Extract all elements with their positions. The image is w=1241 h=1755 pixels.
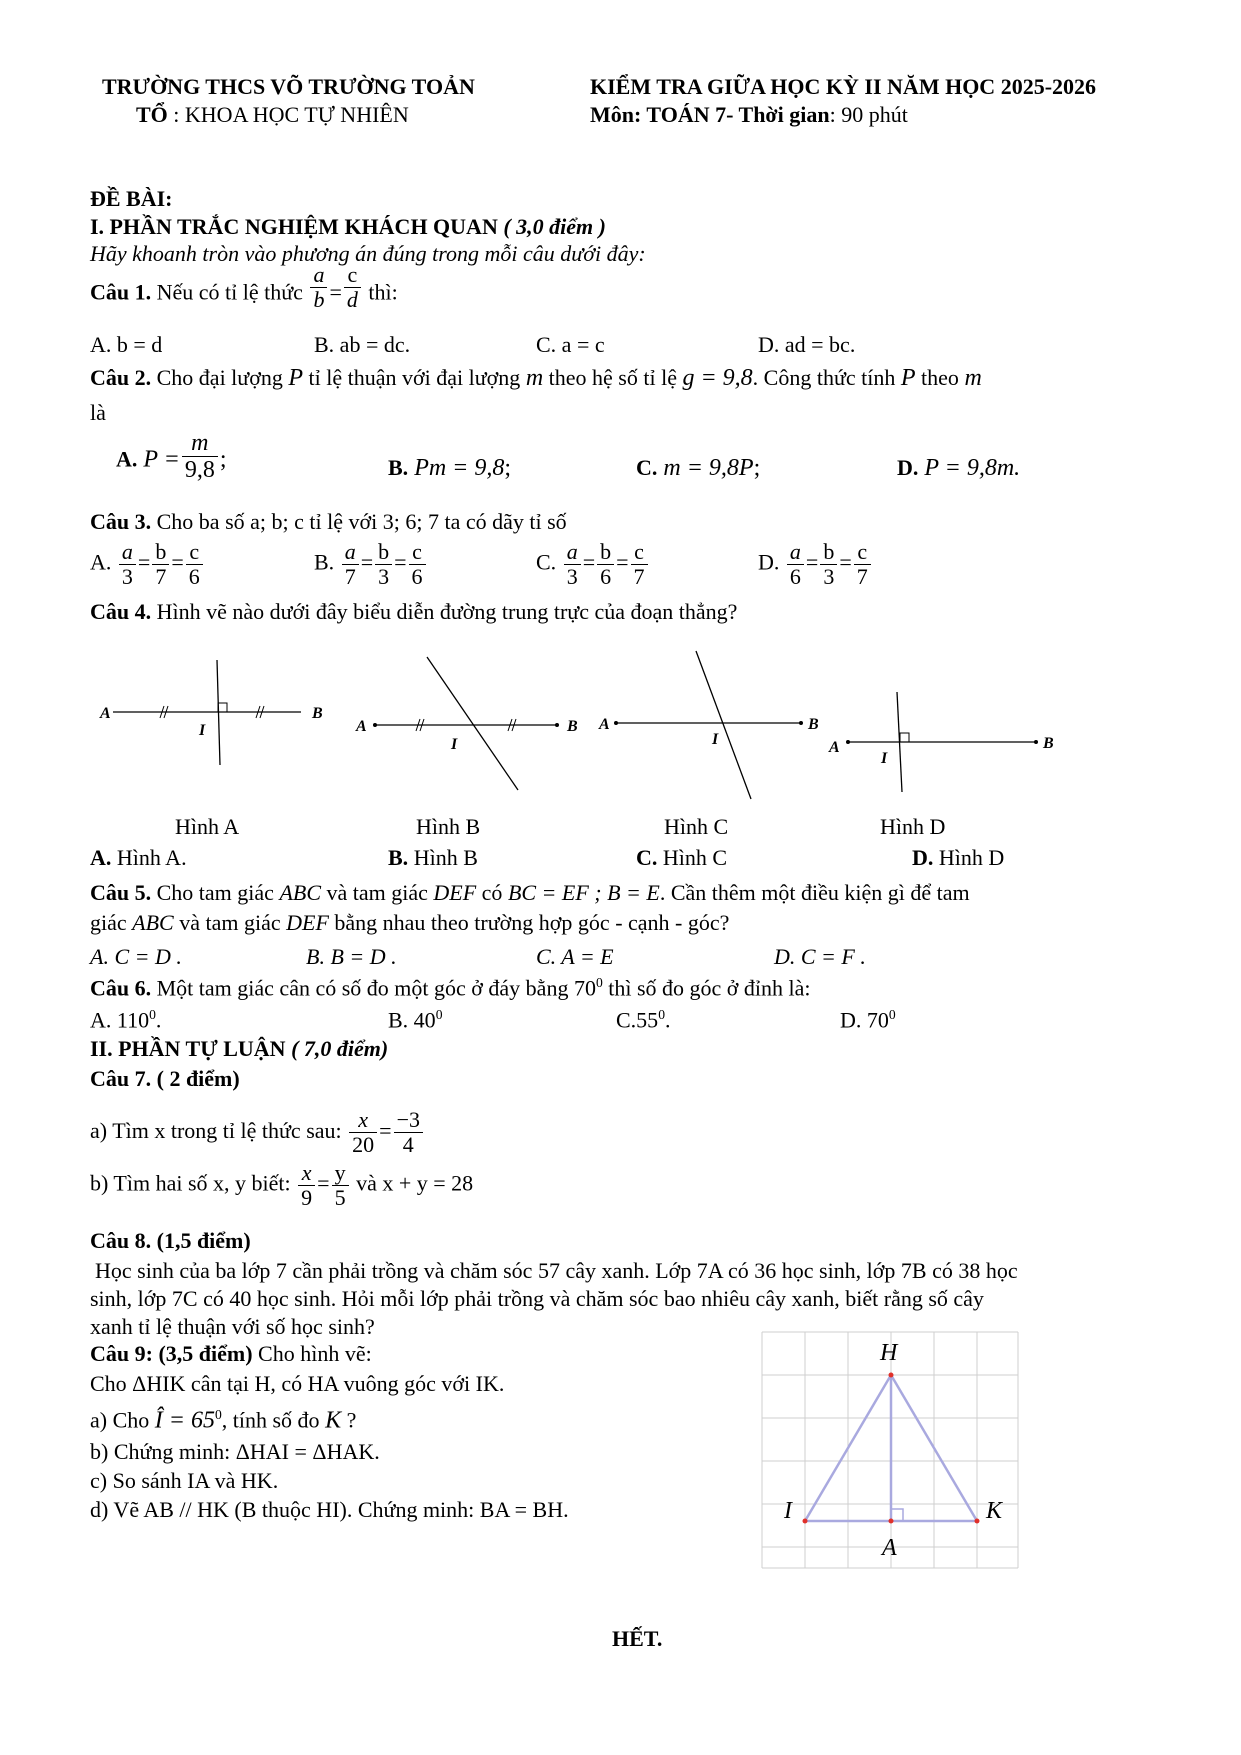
figure-c — [598, 651, 819, 799]
part1-heading — [90, 216, 606, 238]
q2-label: Câu 2. — [90, 365, 152, 390]
point-b-label: B — [1043, 735, 1054, 752]
q7-a: a) Tìm x trong tỉ lệ thức sau: $\frac{x}{20}$ = $\frac{-3}{4}$ — [90, 1100, 425, 1158]
q3-den: 6 — [789, 564, 801, 590]
q4-opt-text: Hình C — [662, 845, 728, 870]
label-k: K — [986, 1498, 1003, 1524]
q3-opt-label: B. — [314, 549, 335, 575]
q9-a-question: ? — [346, 1407, 357, 1433]
q7-b-text: b) Tìm hai số x, y biết: — [90, 1170, 291, 1196]
q7-a-num1: x — [349, 1108, 377, 1133]
exam-title: KIỂM TRA GIỮA HỌC KỲ II NĂM HỌC 2025-2026 — [590, 74, 1097, 99]
school-name: TRƯỜNG THCS VÕ TRƯỜNG TOẢN — [102, 74, 475, 99]
q7-b-frac2 — [332, 1161, 349, 1210]
q6-option-c[interactable] — [616, 1008, 671, 1031]
q7-a-frac2 — [394, 1108, 423, 1157]
q3-den: 3 — [378, 564, 390, 590]
q1-frac-ab — [310, 263, 327, 312]
q3-frac — [564, 540, 581, 589]
fig-label-c: Hình C — [664, 814, 729, 839]
q3-num: c — [186, 540, 203, 565]
q8-label: Câu 8. (1,5 điểm) — [90, 1228, 251, 1253]
q3-option-b[interactable]: B. $\frac{a}{7}$ = $\frac{b}{3}$ = $\frac{c}{6}$ — [314, 540, 428, 589]
part1-instruction: Hãy khoanh tròn vào phương án đúng trong mỗi câu dưới đây: — [90, 241, 646, 266]
de-bai-heading: ĐỀ BÀI: — [90, 186, 173, 211]
q3-den: 6 — [600, 564, 612, 590]
q3-text: Cho ba số a; b; c tỉ lệ với 3; 6; 7 ta có dãy tỉ số — [156, 509, 567, 534]
q9-a — [90, 1408, 356, 1432]
label-h: H — [880, 1340, 898, 1366]
q5-option-d[interactable]: D. C = F . — [774, 944, 866, 969]
dept-label: TỔ — [136, 102, 168, 127]
q2-text-4: . Công thức tính — [752, 365, 896, 390]
point-i-label: I — [199, 722, 206, 739]
q5-text-4: . Cần thêm một điều kiện gì để tam — [659, 880, 970, 905]
q3-opt-label: A. — [90, 549, 112, 575]
q6-opt-value: A. 110 — [90, 1007, 150, 1033]
endpoint-dot — [799, 721, 803, 725]
q3-stem — [90, 511, 567, 533]
q2-text-3: theo hệ số tỉ lệ — [548, 365, 677, 390]
q2-text-1: Cho đại lượng — [156, 365, 283, 390]
q6-opt-value: C.55 — [616, 1007, 659, 1033]
q4-opt-label: D. — [912, 845, 934, 870]
q4-opt-label: C. — [636, 845, 658, 870]
q9-line-1: Cho ΔHIK cân tại H, có HA vuông góc với IK. — [90, 1371, 505, 1396]
q3-frac — [854, 540, 871, 589]
q2-opt-c-label: C. — [636, 455, 658, 480]
endpoint-dot — [846, 740, 850, 744]
point-i — [803, 1519, 808, 1524]
q7-a-den2: 4 — [402, 1132, 414, 1158]
q3-den: 7 — [344, 564, 356, 590]
figure-b — [355, 657, 578, 790]
q5-text-6: và tam giác — [179, 910, 281, 935]
q5-def-2: DEF — [286, 910, 329, 935]
q3-den: 6 — [188, 564, 200, 590]
q3-frac — [597, 540, 614, 589]
q2-opt-a-end: ; — [219, 446, 227, 473]
q3-num: b — [597, 540, 614, 565]
q6-opt-tail: . — [155, 1007, 162, 1033]
q3-num: a — [119, 540, 136, 565]
q3-num: b — [152, 540, 169, 565]
q8-line-3: xanh tỉ lệ thuận với số học sinh? — [90, 1314, 375, 1339]
subject-line — [590, 104, 908, 126]
q2-text-5: theo — [921, 365, 959, 390]
q9-a-post: , tính số đo — [221, 1407, 320, 1433]
q6-option-d[interactable] — [840, 1008, 896, 1031]
q7-b: b) Tìm hai số x, y biết: $\frac{x}{9}$ = $\frac{y}{5}$ và x + y = 28 — [90, 1160, 474, 1211]
q2-var-m: m — [525, 365, 544, 391]
q9-c: c) So sánh IA và HK. — [90, 1468, 279, 1493]
endpoint-dot — [614, 721, 618, 725]
q2-option-c[interactable] — [636, 455, 760, 482]
q9-points: (3,5 điểm) — [158, 1341, 253, 1366]
q3-num: a — [787, 540, 804, 565]
q2-option-d[interactable] — [897, 455, 1020, 482]
q2-var-m-2: m — [964, 365, 982, 391]
oblique-line — [696, 651, 751, 799]
q6-degree: 0 — [595, 975, 603, 990]
q9-a-var: K — [325, 1407, 342, 1434]
q2-opt-b-label: B. — [388, 455, 409, 480]
q9-b: b) Chứng minh: ΔHAI = ΔHAK. — [90, 1439, 380, 1464]
q3-num: c — [409, 540, 426, 565]
q1-text-after: thì: — [368, 279, 398, 305]
q6-opt-degree: 0 — [435, 1007, 443, 1022]
fig-label-b: Hình B — [416, 814, 481, 839]
q3-num: a — [342, 540, 359, 565]
end-mark: HẾT. — [612, 1626, 663, 1651]
q7-b-den1: 9 — [301, 1185, 313, 1211]
point-a-label: A — [356, 718, 367, 735]
q1-option-d[interactable]: D. ad = bc. — [758, 332, 856, 357]
q5-def: DEF — [433, 880, 477, 905]
point-a-label: A — [829, 739, 840, 756]
q4-opt-text: Hình A. — [116, 845, 187, 870]
q5-option-b[interactable]: B. B = D . — [306, 944, 397, 969]
q3-den: 3 — [823, 564, 835, 590]
endpoint-dot — [555, 723, 559, 727]
q7-label: Câu 7. ( 2 điểm) — [90, 1066, 240, 1091]
part1-title: I. PHẦN TRẮC NGHIỆM KHÁCH QUAN — [90, 214, 498, 239]
q3-den: 3 — [121, 564, 133, 590]
right-angle-mark — [218, 703, 227, 712]
q7-b-num2: y — [332, 1161, 349, 1186]
q4-opt-text: Hình B — [413, 845, 478, 870]
q2-opt-a-den: 9,8 — [184, 457, 215, 484]
q2-opt-c-expr: m = 9,8P — [663, 455, 754, 481]
q2-text-la: là — [90, 400, 106, 425]
q2-option-b[interactable] — [388, 455, 511, 482]
q3-frac — [152, 540, 169, 589]
q2-opt-d-label: D. — [897, 455, 919, 480]
q4-opt-label: B. — [388, 845, 409, 870]
q4-option-d[interactable] — [912, 847, 1004, 869]
q6-opt-degree: 0 — [658, 1007, 665, 1022]
part1-points: ( 3,0 điểm ) — [503, 214, 606, 239]
q2-stem — [90, 366, 982, 390]
q2-opt-b-expr: Pm = 9,8 — [414, 455, 505, 481]
q3-option-a[interactable]: A. $\frac{a}{3}$ = $\frac{b}{7}$ = $\frac{c}{6}$ — [90, 540, 205, 589]
q7-b-num1: x — [298, 1161, 315, 1186]
q4-opt-label: A. — [90, 845, 112, 870]
figure-a — [99, 660, 323, 765]
q3-num: b — [375, 540, 392, 565]
q5-text-1: Cho tam giác — [156, 880, 274, 905]
q5-text-3: có — [481, 880, 503, 905]
q2-opt-d-expr: P = 9,8m. — [924, 455, 1021, 481]
q5-condition: BC = EF ; B = E — [507, 880, 660, 905]
q5-abc: ABC — [279, 880, 321, 905]
q1-frac2-num: c — [344, 263, 361, 288]
q2-opt-c-end: ; — [753, 455, 761, 481]
q3-frac — [787, 540, 804, 589]
q3-frac — [631, 540, 648, 589]
q2-opt-a-lhs: P = — [143, 446, 180, 473]
q4-figures — [80, 640, 1080, 810]
q9-figure — [760, 1330, 1020, 1570]
q3-option-c[interactable]: C. $\frac{a}{3}$ = $\frac{b}{6}$ = $\frac{c}{7}$ — [536, 540, 650, 589]
part2-title: II. PHẦN TỰ LUẬN — [90, 1036, 286, 1061]
point-a — [889, 1519, 894, 1524]
dept-name: : KHOA HỌC TỰ NHIÊN — [173, 102, 409, 127]
label-a: A — [882, 1535, 897, 1561]
q2-coef: g = 9,8 — [682, 365, 753, 391]
q4-opt-text: Hình D — [938, 845, 1005, 870]
q1-option-b[interactable]: B. ab = dc. — [314, 332, 411, 357]
q4-option-b[interactable] — [388, 847, 478, 869]
q5-option-a[interactable]: A. C = D . — [90, 944, 182, 969]
q3-frac — [820, 540, 837, 589]
q9-stem — [90, 1343, 372, 1365]
point-i-label: I — [881, 750, 888, 767]
part2-points: ( 7,0 điểm) — [291, 1036, 389, 1061]
point-b-label: B — [808, 716, 819, 733]
point-k — [975, 1519, 980, 1524]
q3-frac — [409, 540, 426, 589]
point-h — [889, 1373, 894, 1378]
q5-text-5: giác — [90, 910, 127, 935]
q2-opt-b-end: ; — [504, 455, 512, 481]
q3-frac — [375, 540, 392, 589]
q9-label: Câu 9: — [90, 1341, 153, 1366]
q7-a-frac1 — [349, 1108, 377, 1157]
q6-opt-value: B. 40 — [388, 1007, 436, 1033]
q6-option-a[interactable] — [90, 1008, 161, 1031]
part2-heading — [90, 1038, 388, 1060]
endpoint-dot — [373, 723, 377, 727]
q1-frac-cd — [344, 263, 361, 312]
right-angle-mark — [891, 1509, 903, 1521]
q6-opt-degree: 0 — [888, 1007, 896, 1022]
right-angle-mark — [900, 733, 909, 742]
q4-stem — [90, 601, 737, 623]
q5-text-2: và tam giác — [326, 880, 428, 905]
q8-line-2: sinh, lớp 7C có 40 học sinh. Hỏi mỗi lớp phải trồng và chăm sóc bao nhiêu cây xanh, biết rằng số cây — [90, 1286, 984, 1311]
q3-den: 3 — [566, 564, 578, 590]
q3-label: Câu 3. — [90, 509, 152, 534]
fig-label-d: Hình D — [880, 814, 946, 839]
q9-a-degree: 0 — [214, 1407, 222, 1422]
point-a-label: A — [599, 716, 610, 733]
q7-b-tail: và x + y = 28 — [356, 1170, 474, 1196]
label-i: I — [784, 1498, 792, 1524]
q3-num: a — [564, 540, 581, 565]
q7-a-text: a) Tìm x trong tỉ lệ thức sau: — [90, 1118, 342, 1143]
q2-opt-a-num: m — [182, 430, 218, 457]
q2-text-2: tỉ lệ thuận với đại lượng — [308, 365, 521, 390]
q1-option-a[interactable]: A. b = d — [90, 332, 163, 357]
q3-opt-label: D. — [758, 549, 780, 575]
q3-den: 7 — [155, 564, 167, 590]
oblique-line — [427, 657, 518, 790]
q3-den: 7 — [633, 564, 645, 590]
q6-stem — [90, 976, 811, 999]
q3-frac — [119, 540, 136, 589]
point-b-label: B — [312, 705, 323, 722]
q4-label: Câu 4. — [90, 599, 152, 624]
q9-d: d) Vẽ AB // HK (B thuộc HI). Chứng minh: BA = BH. — [90, 1497, 569, 1522]
point-i-label: I — [712, 731, 719, 748]
q6-text: Một tam giác cân có số đo một góc ở đáy bằng 70 — [156, 975, 596, 1001]
q6-opt-tail: . — [665, 1007, 671, 1033]
q3-den: 6 — [411, 564, 423, 590]
q3-num: c — [631, 540, 648, 565]
department — [136, 104, 409, 126]
q7-b-frac1 — [298, 1161, 315, 1210]
q2-opt-a-label: A. — [116, 446, 138, 472]
q5-abc-2: ABC — [132, 910, 174, 935]
q7-a-num2: −3 — [394, 1108, 423, 1133]
q3-opt-label: C. — [536, 549, 557, 575]
q6-text-2: thì số đo góc ở đỉnh là: — [608, 975, 811, 1001]
q1-label: Câu 1. — [90, 279, 152, 305]
q2-opt-a-frac — [182, 430, 218, 484]
q2-var-p-2: P — [900, 365, 916, 391]
q5-option-c[interactable]: C. A = E — [536, 944, 614, 969]
q9-intro: Cho hình vẽ: — [258, 1341, 372, 1366]
q3-num: b — [820, 540, 837, 565]
q1-option-c[interactable]: C. a = c — [536, 332, 605, 357]
q8-line-1: Học sinh của ba lớp 7 cần phải trồng và chăm sóc 57 cây xanh. Lớp 7A có 36 học sinh, lớp 7B có 38 học — [95, 1258, 1018, 1283]
q1-frac1-num: a — [310, 263, 327, 288]
q2-var-p: P — [288, 365, 304, 391]
q5-stem — [90, 882, 970, 904]
q4-option-a[interactable] — [90, 847, 187, 869]
fig-label-a: Hình A — [175, 814, 240, 839]
q4-text: Hình vẽ nào dưới đây biểu diễn đường trung trực của đoạn thẳng? — [156, 599, 738, 624]
point-b-label: B — [567, 718, 578, 735]
q2-option-a[interactable] — [116, 430, 227, 484]
q1-stem: Câu 1. Nếu có tỉ lệ thức $\frac{a}{b}$ = $\frac{c}{d}$ thì: — [90, 262, 398, 313]
q1-frac2-den: d — [346, 287, 358, 313]
q7-b-den2: 5 — [334, 1185, 346, 1211]
q3-num: c — [854, 540, 871, 565]
q9-a-pre: a) Cho — [90, 1407, 150, 1433]
q9-a-angle: Î = 65 — [154, 1407, 215, 1434]
q6-option-b[interactable] — [388, 1008, 443, 1031]
q3-option-d[interactable]: D. $\frac{a}{6}$ = $\frac{b}{3}$ = $\frac{c}{7}$ — [758, 540, 873, 589]
subject-label: Môn: TOÁN 7- Thời gian — [590, 102, 830, 127]
figure-d — [828, 692, 1054, 792]
q6-label: Câu 6. — [90, 975, 152, 1001]
subject-time: : 90 phút — [829, 102, 908, 127]
q4-option-c[interactable] — [636, 847, 727, 869]
endpoint-dot — [1034, 740, 1038, 744]
q1-text: Nếu có tỉ lệ thức — [156, 279, 303, 305]
q5-text-7: bằng nhau theo trường hợp góc - cạnh - góc? — [334, 910, 730, 935]
q6-opt-degree: 0 — [149, 1007, 156, 1022]
q1-frac1-den: b — [313, 287, 325, 313]
q3-frac — [186, 540, 203, 589]
q6-opt-value: D. 70 — [840, 1007, 889, 1033]
q7-a-den1: 20 — [352, 1132, 375, 1158]
q5-label: Câu 5. — [90, 880, 152, 905]
point-a-label: A — [100, 705, 111, 722]
q3-frac — [342, 540, 359, 589]
q5-line2 — [90, 912, 729, 934]
point-i-label: I — [451, 736, 458, 753]
q3-den: 7 — [856, 564, 868, 590]
